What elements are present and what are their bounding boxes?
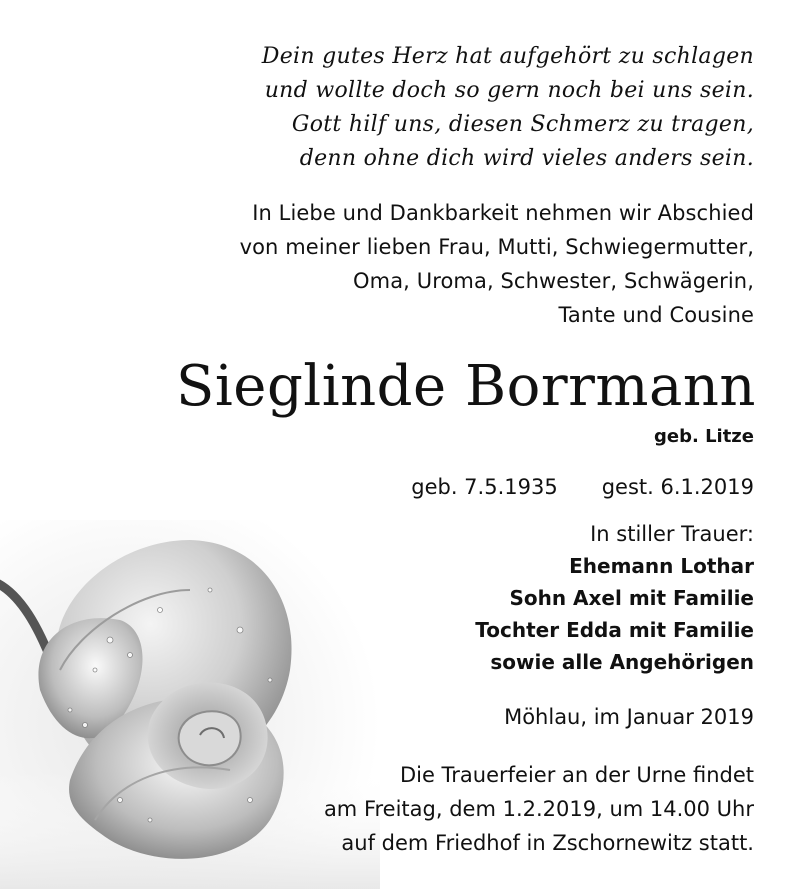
- verse-line: Gott hilf uns, diesen Schmerz zu tragen,: [291, 112, 754, 137]
- verse-line: denn ohne dich wird vieles anders sein.: [299, 146, 754, 171]
- maiden-name: geb. Litze: [653, 426, 754, 447]
- farewell-text: [240, 196, 754, 332]
- mourner: Ehemann Lothar: [569, 554, 754, 578]
- funeral-line: auf dem Friedhof in Zschornewitz statt.: [341, 831, 754, 855]
- death-date: gest. 6.1.2019: [601, 475, 754, 499]
- funeral-line: am Freitag, dem 1.2.2019, um 14.00 Uhr: [323, 797, 754, 821]
- life-dates: [411, 470, 754, 504]
- funeral-info: [324, 758, 754, 860]
- farewell-line: Tante und Cousine: [558, 303, 754, 327]
- verse: [262, 40, 754, 176]
- farewell-line: von meiner lieben Frau, Mutti, Schwiegermutter,: [239, 235, 754, 259]
- place-and-date: Möhlau, im Januar 2019: [504, 705, 754, 729]
- birth-date: geb. 7.5.1935: [411, 475, 558, 499]
- funeral-line: Die Trauerfeier an der Urne findet: [399, 763, 754, 787]
- farewell-line: In Liebe und Dankbarkeit nehmen wir Abschied: [252, 201, 754, 225]
- mourner: Tochter Edda mit Familie: [475, 618, 754, 642]
- deceased-name: Sieglinde Borrmann: [176, 354, 756, 419]
- farewell-line: Oma, Uroma, Schwester, Schwägerin,: [353, 269, 754, 293]
- mourners-heading: In stiller Trauer:: [590, 522, 754, 546]
- mourner: sowie alle Angehörigen: [490, 650, 754, 674]
- verse-line: und wollte doch so gern noch bei uns sein.: [264, 78, 754, 103]
- mourner: Sohn Axel mit Familie: [509, 586, 754, 610]
- mourners-list: [475, 518, 754, 678]
- verse-line: Dein gutes Herz hat aufgehört zu schlagen: [261, 44, 754, 69]
